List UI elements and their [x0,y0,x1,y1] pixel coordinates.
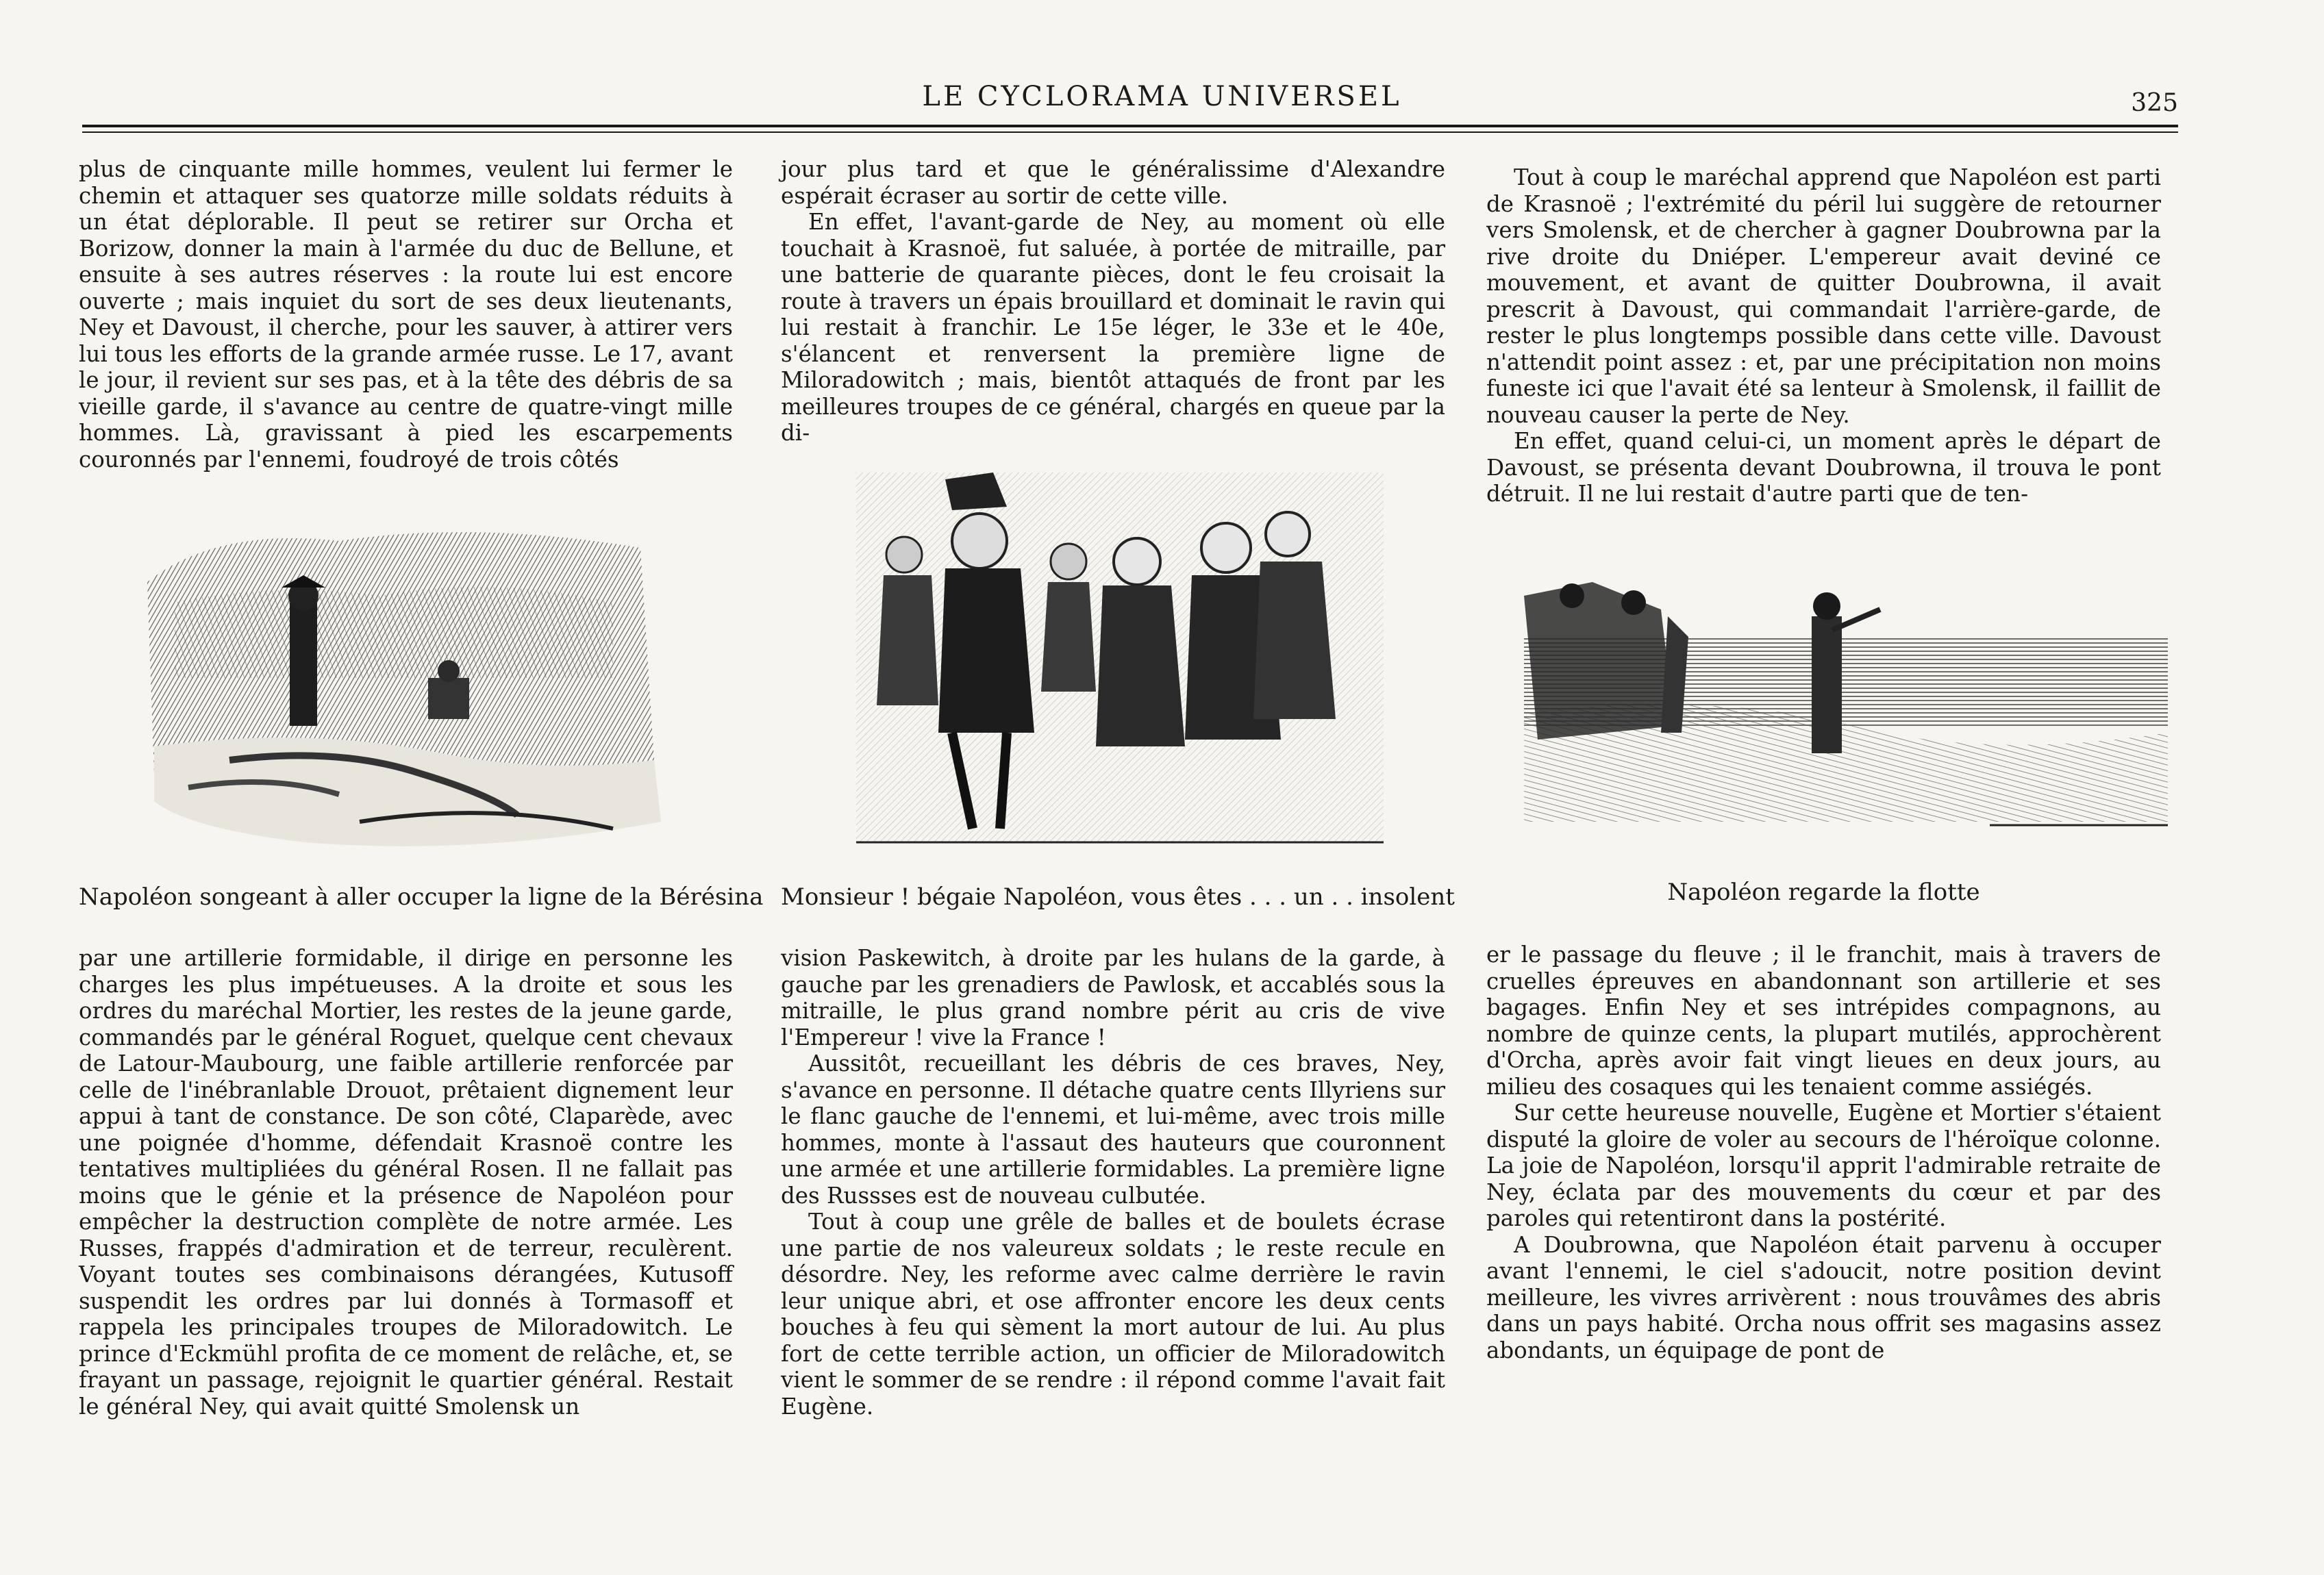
paragraph: plus de cinquante mille hommes, veulent lui fermer le chemin et attaquer ses quatorze mille soldats réduits à un état déplorable. Il peut se retirer sur Orcha et Borizow, donner la main à l'armée du duc de Bellune, et ensuite à ses autres réserves : la route lui est encore ouverte ; mais inquiet du sort de ses deux lieutenants, Ney et Davoust, il cherche, pour les sauver, à attirer vers lui tous les efforts de la grande armée russe. Le 17, avant le jour, il revient sur ses pas, et à la tête des débris de sa vieille garde, il s'avance au centre de quatre-vingt mille hommes. Là, gravissant à pied les escarpements couronnés par l'ennemi, foudroyé de trois côtés [79,156,733,473]
illustration-napoleon-flotte [1510,555,2178,849]
paragraph: Aussitôt, recueillant les débris de ces braves, Ney, s'avance en personne. Il détache quatre cents Illyriens sur le flanc gauche de l'ennemi, et lui-même, avec trois mille hommes, monte à l'assaut des hauteurs que couronnent une armée et une artillerie formidables. La première ligne des Russses est de nouveau culbutée. [781,1050,1445,1209]
paragraph: Tout à coup le maréchal apprend que Napoléon est parti de Krasnoë ; l'extrémité du péril lui suggère de retourner vers Smolensk, et de chercher à gagner Doubrowna par la rive droite du Dniéper. L'empereur avait deviné ce mouvement, et avant de quitter Doubrowna, il avait prescrit à Davoust, qui commandait l'arrière-garde, de rester le plus longtemps possible dans cette ville. Davoust n'attendit point assez : et, par une précipitation non moins funeste ici que l'avait été sa lenteur à Smolensk, il faillit de nouveau causer la perte de Ney. [1486,164,2161,428]
page-number: 325 [2131,89,2178,117]
header-rule [82,125,2178,127]
paragraph: Tout à coup une grêle de balles et de boulets écrase une partie de nos valeureux soldats ; le reste recule en désordre. Ney, les reforme avec calme derrière le ravin leur unique abri, et ose affronter encore les deux cents bouches à feu qui sèment la mort autour de lui. Au plus fort de cette terrible action, un officier de Miloradowitch vient le sommer de se rendre : il répond comme l'avait fait Eugène. [781,1209,1445,1420]
column-2-top [781,156,1445,446]
column-1-top [79,156,733,473]
paragraph: er le passage du fleuve ; il le franchit, mais à travers de cruelles épreuves en abandonnant son artillerie et ses bagages. Enfin Ney et ses intrépides compagnons, au nombre de quinze cents, la plupart mutilés, approchèrent d'Orcha, après avoir fait vingt lieues en deux jours, au milieu des cosaques qui les tenaient comme assiégés. [1486,942,2161,1100]
column-3-top [1486,164,2161,507]
paragraph: En effet, quand celui-ci, un moment après le départ de Davoust, se présenta devant Doubrowna, il trouva le pont détruit. Il ne lui restait d'autre parti que de ten- [1486,428,2161,507]
illustration-napoleon-insolent [842,445,1404,856]
column-3-bottom [1486,942,2161,1363]
paragraph: jour plus tard et que le généralissime d'Alexandre espérait écraser au sortir de cette ville. [781,156,1445,209]
caption-figure-1: Napoléon songeant à aller occuper la ligne de la Bérésina [79,883,764,911]
caption-figure-3: Napoléon regarde la flotte [1667,879,1980,906]
caption-figure-2: Monsieur ! bégaie Napoléon, vous êtes . . . un . . insolent [781,883,1455,911]
paragraph: vision Paskewitch, à droite par les hulans de la garde, à gauche par les grenadiers de Pawlosk, et accablés sous la mitraille, le plus grand nombre périt au cris de vive l'Empereur ! vive la France ! [781,945,1445,1050]
paragraph: En effet, l'avant-garde de Ney, au moment où elle touchait à Krasnoë, fut saluée, à portée de mitraille, par une batterie de quarante pièces, dont le feu croisait la route à travers un épais brouillard et dominait le ravin qui lui restait à franchir. Le 15e léger, le 33e et le 40e, s'élancent et renversent la première ligne de Miloradowitch ; mais, bientôt attaqués de front par les meilleures troupes de ce général, chargés en queue par la di- [781,209,1445,446]
page-title: LE CYCLORAMA UNIVERSEL [922,81,1402,112]
paragraph: par une artillerie formidable, il dirige en personne les charges les plus impétueuses. A la droite et sous les ordres du maréchal Mortier, les restes de la jeune garde, commandés par le général Roguet, quelque cent chevaux de Latour-Maubourg, une faible artillerie renforcée par celle de l'inébranlable Drouot, prêtaient dignement leur appui à tant de constance. De son côté, Claparède, avec une poignée d'homme, défendait Krasnoë contre les tentatives multipliées du général Rosen. Il ne fallait pas moins que le génie et la présence de Napoléon pour empêcher la destruction complète de notre armée. Les Russes, frappés d'admiration et de terreur, reculèrent. Voyant toutes ses combinaisons dérangées, Kutusoff suspendit les ordres par lui donnés à Tormasoff et rappela les principales troupes de Miloradowitch. Le prince d'Eckmühl profita de ce moment de relâche, et, se frayant un passage, rejoignit le quartier général. Restait le général Ney, qui avait quitté Smolensk un [79,945,733,1420]
paragraph: A Doubrowna, que Napoléon était parvenu à occuper avant l'ennemi, le ciel s'adoucit, notre position devint meilleure, les vivres arrivèrent : nous trouvâmes des abris dans un pays habité. Orcha nous offrit ses magasins assez abondants, un équipage de pont de [1486,1231,2161,1363]
header-rule-thin [82,131,2178,133]
illustration-napoleon-beresina [134,500,664,863]
column-1-bottom [79,945,733,1420]
column-2-bottom [781,945,1445,1420]
paragraph: Sur cette heureuse nouvelle, Eugène et Mortier s'étaient disputé la gloire de voler au secours de l'héroïque colonne. La joie de Napoléon, lorsqu'il apprit l'admirable retraite de Ney, éclata par des mouvements du cœur et par des paroles qui retentiront dans la postérité. [1486,1100,2161,1231]
